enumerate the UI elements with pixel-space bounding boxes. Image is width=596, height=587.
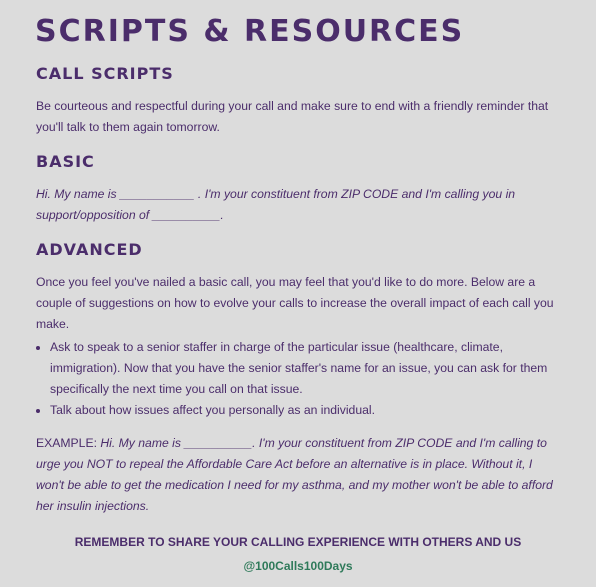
basic-section <box>36 152 560 226</box>
social-handle: @100Calls100Days <box>243 559 353 573</box>
call-scripts-section <box>36 64 560 138</box>
example-text: Hi. My name is __________. I'm your constituent from ZIP CODE and I'm calling to urge you NOT to repeal the Affordable Care Act before an alternative is in place. Without it, I won't be able to get the medication I need for my asthma, and my mother won't be able to afford her insulin injections. <box>36 436 553 513</box>
example-paragraph <box>36 433 560 517</box>
basic-script-text: Hi. My name is ___________ . I'm your constituent from ZIP CODE and I'm calling you in support/opposition of __________. <box>36 187 516 222</box>
list-item: • Talk about how issues affect you personally as an individual. <box>50 400 560 421</box>
example-label: EXAMPLE: <box>36 436 101 450</box>
page-title: SCRIPTS & RESOURCES <box>35 14 465 49</box>
advanced-heading: ADVANCED <box>36 240 143 259</box>
basic-heading: BASIC <box>36 152 95 171</box>
call-scripts-text: Be courteous and respectful during your call and make sure to end with a friendly reminder that you'll talk to them again tomorrow. <box>36 99 549 134</box>
advanced-tips-list <box>36 337 560 421</box>
share-reminder: REMEMBER TO SHARE YOUR CALLING EXPERIENCE WITH OTHERS AND US <box>74 535 522 549</box>
advanced-text: Once you feel you've nailed a basic call, you may feel that you'd like to do more. Below are a couple of suggestions on how to evolve your calls to increase the overall impact of each call you make. <box>36 275 554 331</box>
advanced-section <box>36 240 560 421</box>
list-item: • Ask to speak to a senior staffer in charge of the particular issue (healthcare, climate, immigration). Now that you have the senior staffer's name for an issue, you can ask for them specifically the next time you call on that issue. <box>50 337 560 400</box>
call-scripts-heading: CALL SCRIPTS <box>36 64 174 83</box>
